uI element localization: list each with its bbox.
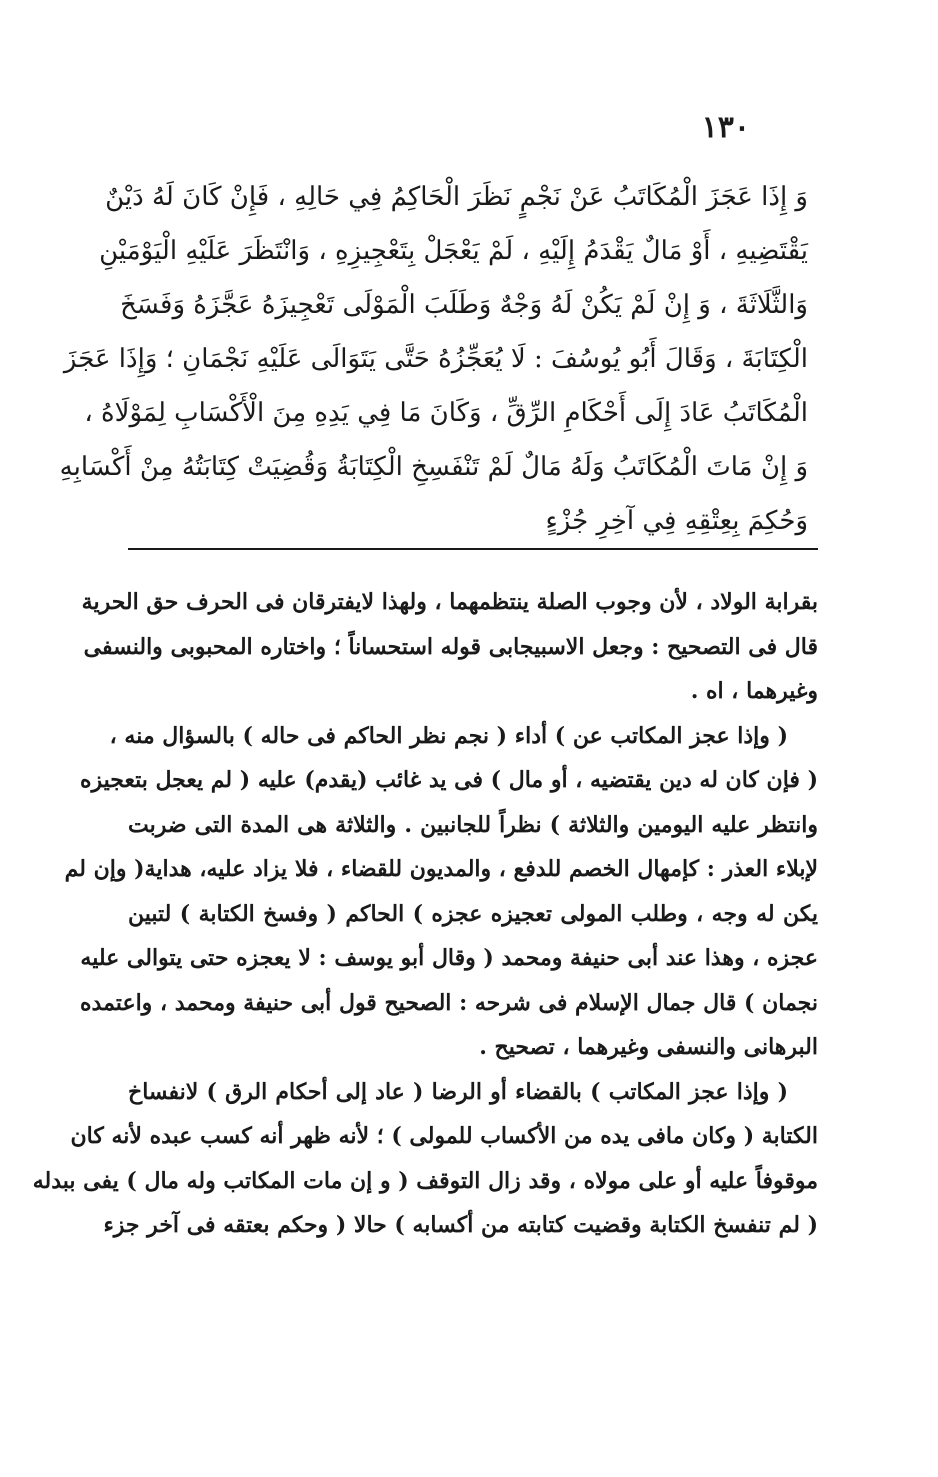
commentary-line: بقرابة الولاد ، لأن وجوب الصلة ينتظمهما ، ولهذا لايفترقان فى الحرف حق الحرية	[81, 589, 818, 615]
commentary-line: ( وإذا عجز المكاتب عن ) أداء ( نجم نظر الحاكم فى حاله ) بالسؤال منه ،	[109, 722, 788, 749]
main-text-line: وَحُكِمَ بِعِتْقِهِ فِي آخِرِ جُزْءٍ	[545, 506, 808, 536]
main-text-line: وَ إِنْ مَاتَ الْمُكَاتَبُ وَلَهُ مَالٌ لَمْ تَنْفَسِخِ الْكِتَابَةُ وَقُضِيَتْ كِتَابَتُهُ مِنْ أَكْسَابِهِ	[59, 452, 808, 482]
commentary-line: وانتظر عليه اليومين والثلاثة ) نظراً للجانبين . والثلاثة هى المدة التى ضربت	[128, 811, 818, 838]
commentary-line: ( وإذا عجز المكاتب ) بالقضاء أو الرضا ( عاد إلى أحكام الرق ) لانفساخ	[128, 1078, 788, 1105]
commentary-line: عجزه ، وهذا عند أبى حنيفة ومحمد ( وقال أبو يوسف : لا يعجزه حتى يتوالى عليه	[80, 945, 818, 971]
commentary-line: نجمان ) قال جمال الإسلام فى شرحه : الصحيح قول أبى حنيفة ومحمد ، واعتمده	[80, 989, 818, 1016]
commentary-line: قال فى التصحيح : وجعل الاسبيجابى قوله استحساناً ؛ واختاره المحبوبى والنسفى	[83, 633, 818, 660]
commentary-line: لإبلاء العذر : كإمهال الخصم للدفع ، والمديون للقضاء ، فلا يزاد عليه، هداية( وإن لم	[64, 856, 818, 882]
commentary-line: وغيرهما ، اه .	[690, 678, 818, 704]
main-text-line: وَ إِذَا عَجَزَ الْمُكَاتَبُ عَنْ نَجْمٍ نَظَرَ الْحَاكِمُ فِي حَالِهِ ، فَإِنْ كَانَ لَهُ دَيْنٌ	[105, 182, 808, 212]
commentary-paragraph	[64, 714, 818, 1070]
page-number: ١٣٠	[701, 110, 750, 145]
commentary-line: ( لم تنفسخ الكتابة وقضيت كتابته من أكسابه ) حالا ( وحكم بعتقه فى آخر جزء	[103, 1212, 818, 1238]
section-divider	[128, 548, 818, 550]
main-text-line: الْمُكَاتَبُ عَادَ إِلَى أَحْكَامِ الرِّقِّ ، وَكَانَ مَا فِي يَدِهِ مِنَ الْأَكْسَابِ لِمَوْلَاهُ ،	[84, 398, 808, 428]
commentary-line: موقوفاً عليه أو على مولاه ، وقد زال التوقف ( و إن مات المكاتب وله مال ) يفى ببدله	[32, 1167, 818, 1194]
main-text-line: يَقْتَضِيهِ ، أَوْ مَالٌ يَقْدَمُ إِلَيْهِ ، لَمْ يَعْجَلْ بِتَعْجِيزِهِ ، وَانْتَظَرَ عَلَيْهِ الْيَوْمَيْنِ	[99, 236, 808, 266]
main-text-line: وَالثَّلَاثَةَ ، وَ إِنْ لَمْ يَكُنْ لَهُ وَجْهٌ وَطَلَبَ الْمَوْلَى تَعْجِيزَهُ عَجَّزَهُ وَفَسَخَ	[120, 290, 808, 320]
main-text-line: الْكِتَابَةَ ، وَقَالَ أَبُو يُوسُفَ : لَا يُعَجِّزُهُ حَتَّى يَتَوَالَى عَلَيْهِ نَجْمَانِ ؛ وَإِذَا عَجَزَ	[63, 344, 808, 374]
commentary-line: الكتابة ( وكان مافى يده من الأكساب للمولى ) ؛ لأنه ظهر أنه كسب عبده لأنه كان	[70, 1123, 818, 1149]
commentary-line: ( فإن كان له دين يقتضيه ، أو مال ) فى يد غائب (يقدم) عليه ( لم يعجل بتعجيزه	[79, 767, 818, 793]
commentary-line: يكن له وجه ، وطلب المولى تعجيزه عجزه ) الحاكم ( وفسخ الكتابة ) لتبين	[128, 900, 818, 927]
commentary-paragraph	[32, 1070, 818, 1248]
commentary-block	[32, 580, 818, 1248]
commentary-line: البرهانى والنسفى وغيرهما ، تصحيح .	[479, 1034, 818, 1060]
main-text-block	[59, 170, 808, 548]
commentary-paragraph	[81, 580, 818, 714]
